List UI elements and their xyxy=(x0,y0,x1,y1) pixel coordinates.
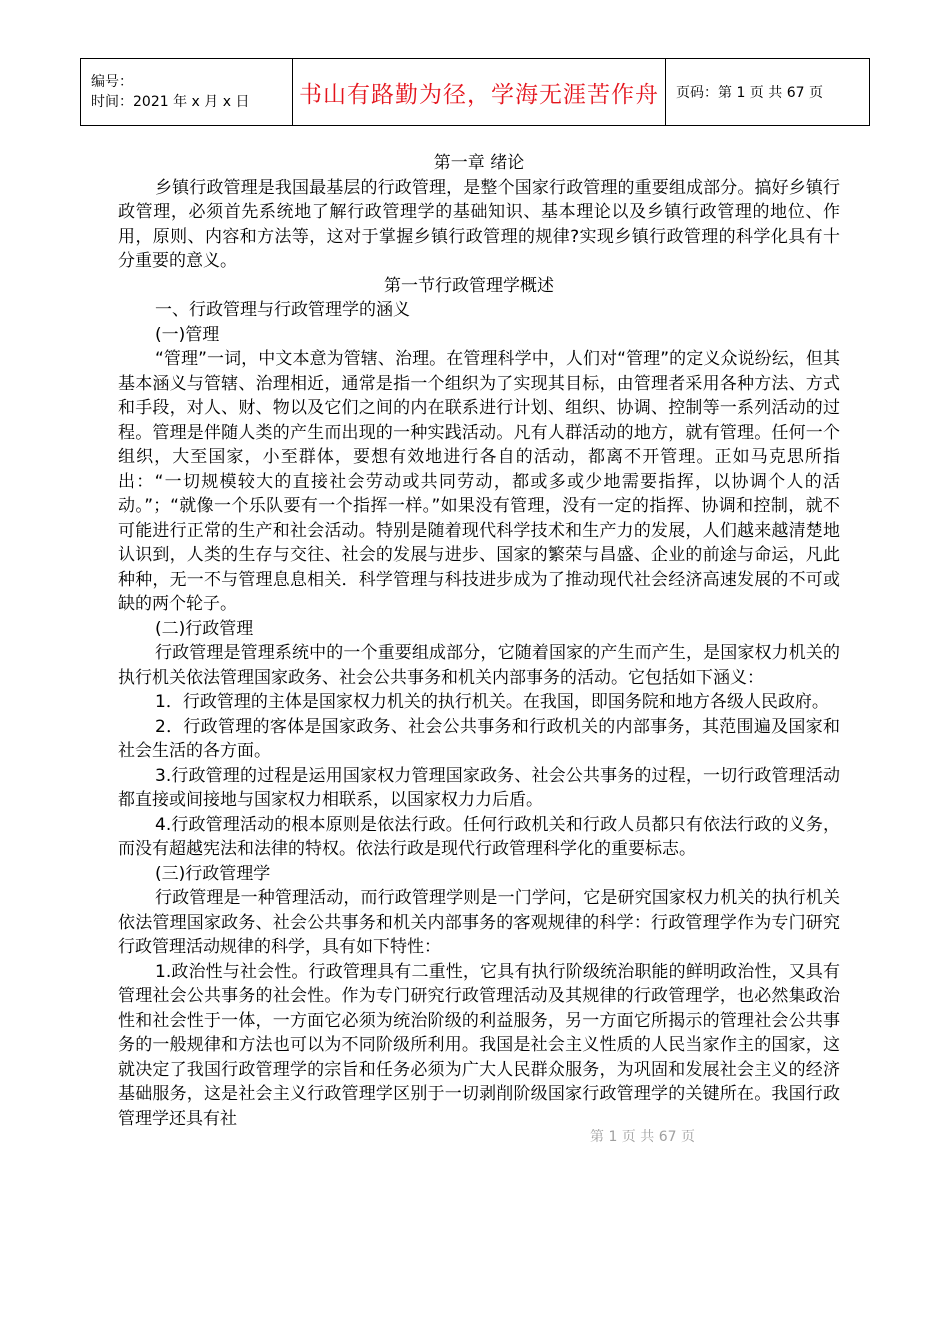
section-title: 第一节行政管理学概述 xyxy=(384,275,554,296)
header-meta-cell xyxy=(81,59,293,126)
header-page-info: 页码：第 1 页 共 67 页 xyxy=(666,59,870,126)
subheading-management: (一)管理 xyxy=(155,324,220,345)
list-item: 3.行政管理的过程是运用国家权力管理国家政务、社会公共事务的过程，一切行政管理活动都直接或间接地与国家权力相联系，以国家权力力后盾。 xyxy=(118,765,840,810)
list-item: 2．行政管理的客体是国家政务、社会公共事务和行政机关的内部事务，其范围遍及国家和社会生活的各方面。 xyxy=(118,716,840,761)
document-header xyxy=(80,58,870,126)
header-motto: 书山有路勤为径，学海无涯苦作舟 xyxy=(293,59,666,126)
subheading-administration: (二)行政管理 xyxy=(155,618,254,639)
administration-paragraph: 行政管理是管理系统中的一个重要组成部分，它随着国家的产生而产生，是国家权力机关的执行机关依法管理国家政务、社会公共事务和机关内部事务的活动。它包括如下涵义： xyxy=(118,643,840,688)
document-time: 时间：2021 年 x 月 x 日 xyxy=(91,94,250,110)
page-footer-overlay: 第 1 页 共 67 页 xyxy=(590,1129,695,1145)
feature-paragraph: 1.政治性与社会性。行政管理具有二重性，它具有执行阶级统治职能的鲜明政治性，又具有管理社会公共事务的社会性。作为专门研究行政管理活动及其规律的行政管理学，也必然集政治性和社会性于一体，一方面它必须为统治阶级的利益服务，另一方面它所揭示的管理社会公共事务的一般规律和方法也可以为不同阶级所利用。我国是社会主义性质的人民当家作主的国家，这就决定了我国行政管理学的宗旨和任务必须为广大人民群众服务，为巩固和发展社会主义的经济基础服务，这是社会主义行政管理学区别于一切剥削阶级国家行政管理学的关键所在。我国行政管理学还具有社 xyxy=(118,961,840,1129)
intro-paragraph: 乡镇行政管理是我国最基层的行政管理，是整个国家行政管理的重要组成部分。搞好乡镇行政管理，必须首先系统地了解行政管理学的基础知识、基本理论以及乡镇行政管理的地位、作用，原则、内容和方法等，这对于掌握乡镇行政管理的规律?实现乡镇行政管理的科学化具有十分重要的意义。 xyxy=(118,177,840,271)
heading-1: 一、行政管理与行政管理学的涵义 xyxy=(155,300,410,320)
list-item: 4.行政管理活动的根本原则是依法行政。任何行政机关和行政人员都只有依法行政的义务，而没有超越宪法和法律的特权。依法行政是现代行政管理科学化的重要标志。 xyxy=(118,814,840,859)
management-paragraph: “管理”一词，中文本意为管辖、治理。在管理科学中，人们对“管理”的定义众说纷纭，但其基本涵义与管辖、治理相近，通常是指一个组织为了实现其目标，由管理者采用各种方法、方式和手段，对人、财、物以及它们之间的内在联系进行计划、组织、协调、控制等一系列活动的过程。管理是伴随人类的产生而出现的一种实践活动。凡有人群活动的地方，就有管理。任何一个组织，大至国家，小至群体，要想有效地进行各自的活动，都离不开管理。正如马克思所指出：“一切规模较大的直接社会劳动或共同劳动，都或多或少地需要指挥，以协调个人的活动。”；“就像一个乐队要有一个指挥一样。”如果没有管理，没有一定的指挥、协调和控制，就不可能进行正常的生产和社会活动。特别是随着现代科学技术和生产力的发展，人们越来越清楚地认识到，人类的生存与交往、社会的发展与进步、国家的繁荣与昌盛、企业的前途与命运，凡此种种，无一不与管理息息相关．科学管理与科技进步成为了推动现代社会经济高速发展的不可或缺的两个轮子。 xyxy=(118,349,840,614)
chapter-title: 第一章 绪论 xyxy=(433,153,525,173)
document-number: 编号： xyxy=(91,74,133,90)
list-item: 1．行政管理的主体是国家权力机关的执行机关。在我国，即国务院和地方各级人民政府。 xyxy=(155,692,829,712)
subheading-administration-science: (三)行政管理学 xyxy=(155,863,271,884)
administration-science-paragraph: 行政管理是一种管理活动，而行政管理学则是一门学问，它是研究国家权力机关的执行机关依法管理国家政务、社会公共事务和机关内部事务的客观规律的科学：行政管理学作为专门研究行政管理活动规律的科学，具有如下特性： xyxy=(118,888,840,957)
document-body xyxy=(118,151,840,1131)
